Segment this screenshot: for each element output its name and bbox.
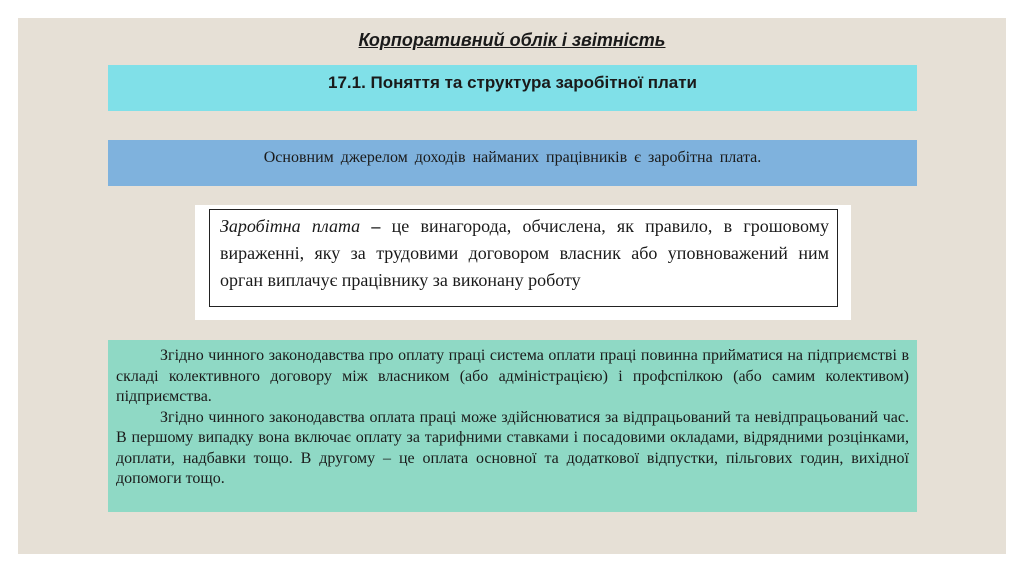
- section-title-box: [108, 65, 917, 111]
- definition-dash: –: [371, 216, 381, 236]
- definition-panel: [195, 205, 851, 320]
- income-source-text: Основним джерелом доходів найманих працівників є заробітна плата.: [263, 149, 762, 166]
- legislation-box: [108, 340, 917, 512]
- definition-text: це винагорода, обчислена, як правило, в грошовому вираженні, яку за трудовими договором власник або уповноважений ним орган виплачує працівнику за виконану роботу: [220, 216, 830, 290]
- section-title: 17.1. Поняття та структура заробітної плати: [327, 73, 698, 92]
- legislation-paragraph: Згідно чинного законодавства оплата праці може здійснюватися за відпрацьований та невідпрацьований час. В першому випадку вона включає оплату за тарифними ставками і посадовими окладами, відрядними розцінками, доплати, надбавки тощо. В другому – це оплата основної та додаткової відпустки, пільгових годин, вихідної допомоги тощо.: [116, 408, 909, 487]
- income-source-box: [108, 140, 917, 186]
- definition-term: Заробітна плата: [220, 216, 361, 236]
- course-subject-heading: Корпоративний облік і звітність: [358, 30, 666, 50]
- definition-frame: [209, 209, 838, 307]
- legislation-paragraph: Згідно чинного законодавства про оплату праці система оплати праці повинна прийматися на підприємстві в складі колективного договору між власником (або адміністрацією) і профспілкою (або самим колективом) підприємства.: [116, 347, 909, 405]
